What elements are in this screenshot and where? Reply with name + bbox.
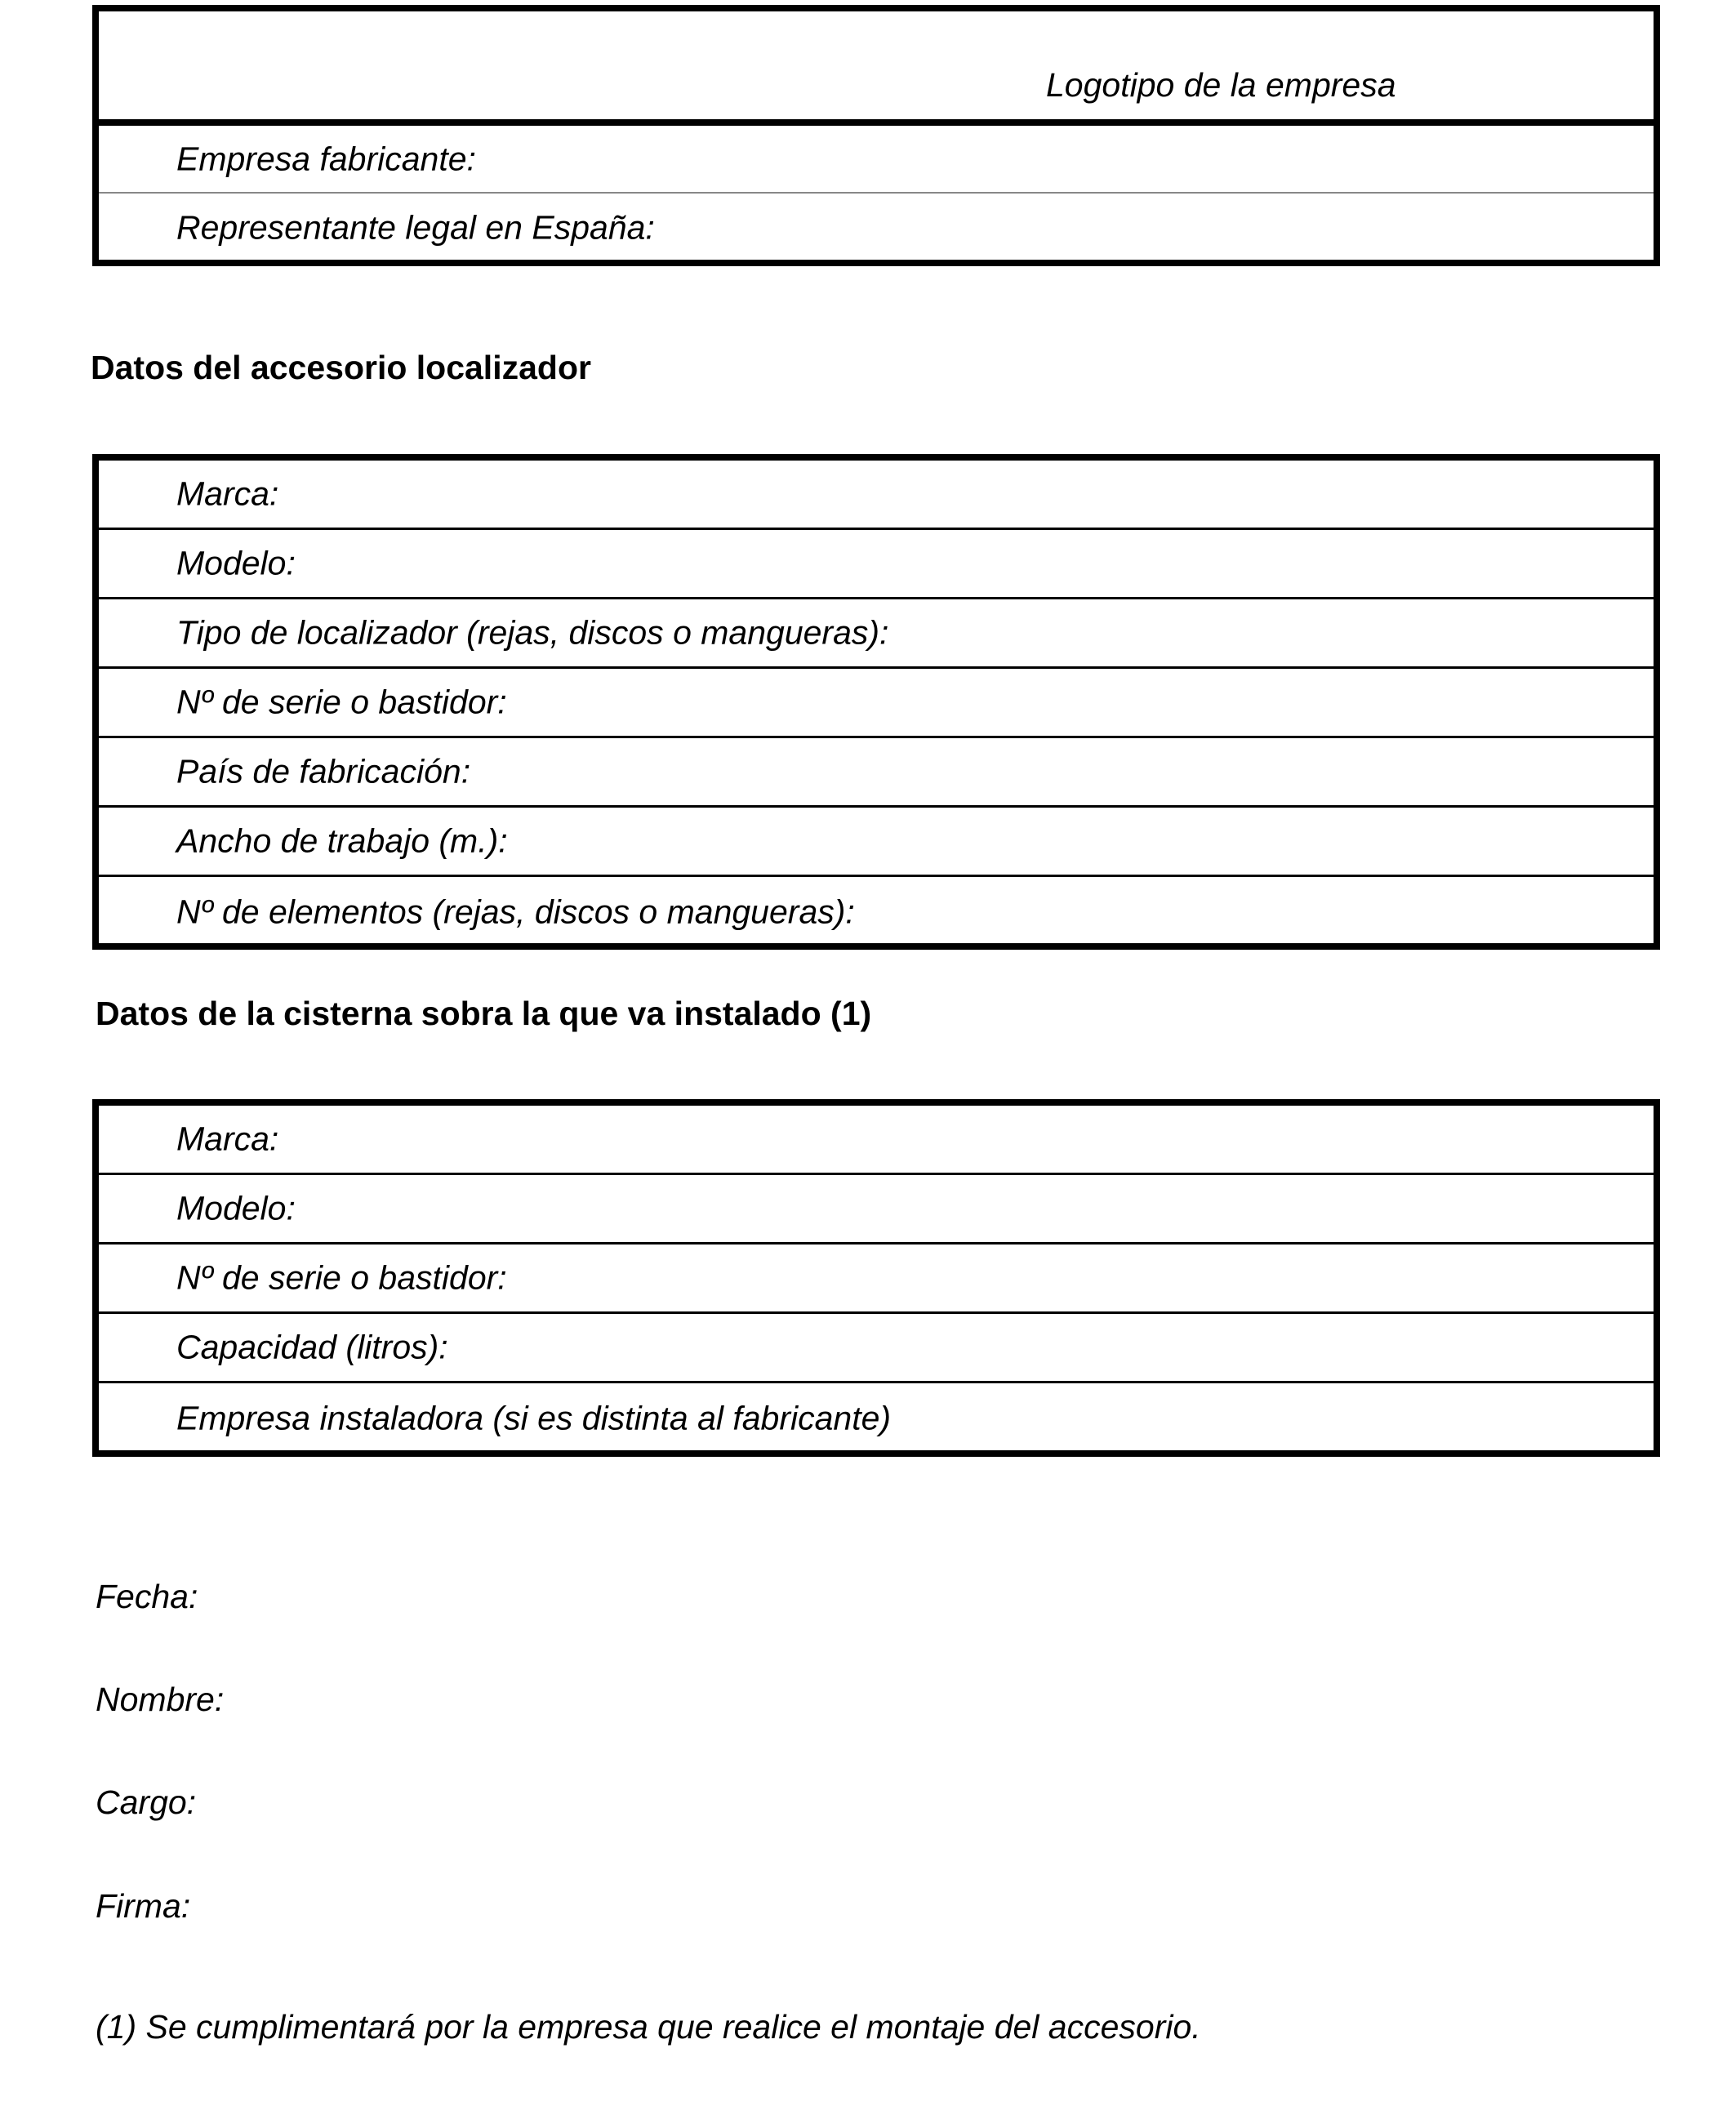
field-row-pais-fabricacion [99, 738, 1654, 808]
accesorio-table [92, 454, 1660, 950]
field-label: Tipo de localizador (rejas, discos o mangueras): [176, 613, 889, 652]
field-row-modelo [99, 530, 1654, 599]
field-row-numero-serie [99, 669, 1654, 738]
field-label: Nº de serie o bastidor: [176, 1258, 507, 1297]
fecha-label: Fecha: [96, 1578, 198, 1615]
field-label: Marca: [176, 1120, 279, 1158]
footnote: (1) Se cumplimentará por la empresa que realice el montaje del accesorio. [96, 2008, 1201, 2046]
field-row-empresa-instaladora [99, 1383, 1654, 1453]
cisterna-table [92, 1099, 1660, 1457]
field-row-modelo [99, 1175, 1654, 1245]
field-label: Nº de elementos (rejas, discos o mangueras): [176, 893, 855, 930]
field-label: Modelo: [176, 544, 296, 582]
field-row-numero-serie [99, 1245, 1654, 1314]
cargo-label: Cargo: [96, 1783, 197, 1821]
field-row-numero-elementos [99, 877, 1654, 946]
field-row-empresa-fabricante [99, 126, 1654, 194]
field-row-tipo-localizador [99, 599, 1654, 669]
logo-area [99, 11, 1654, 126]
section-heading-cisterna: Datos de la cisterna sobra la que va instalado (1) [96, 995, 872, 1032]
firma-label: Firma: [96, 1887, 191, 1925]
field-row-representante-legal [99, 194, 1654, 261]
field-label: Capacidad (litros): [176, 1328, 448, 1366]
company-box [92, 5, 1660, 266]
field-label: País de fabricación: [176, 752, 471, 790]
field-label: Representante legal en España: [176, 208, 655, 246]
section-heading-accesorio: Datos del accesorio localizador [91, 349, 591, 386]
field-label: Empresa fabricante: [176, 140, 476, 177]
field-label: Nº de serie o bastidor: [176, 683, 507, 721]
field-label: Marca: [176, 474, 279, 513]
field-row-marca [99, 461, 1654, 530]
logo-placeholder: Logotipo de la empresa [1046, 66, 1396, 104]
nombre-label: Nombre: [96, 1681, 225, 1718]
field-label: Empresa instaladora (si es distinta al fabricante) [176, 1399, 892, 1436]
field-label: Ancho de trabajo (m.): [176, 822, 508, 860]
field-row-ancho-trabajo [99, 808, 1654, 877]
field-label: Modelo: [176, 1189, 296, 1227]
field-row-marca [99, 1106, 1654, 1175]
field-row-capacidad [99, 1314, 1654, 1383]
